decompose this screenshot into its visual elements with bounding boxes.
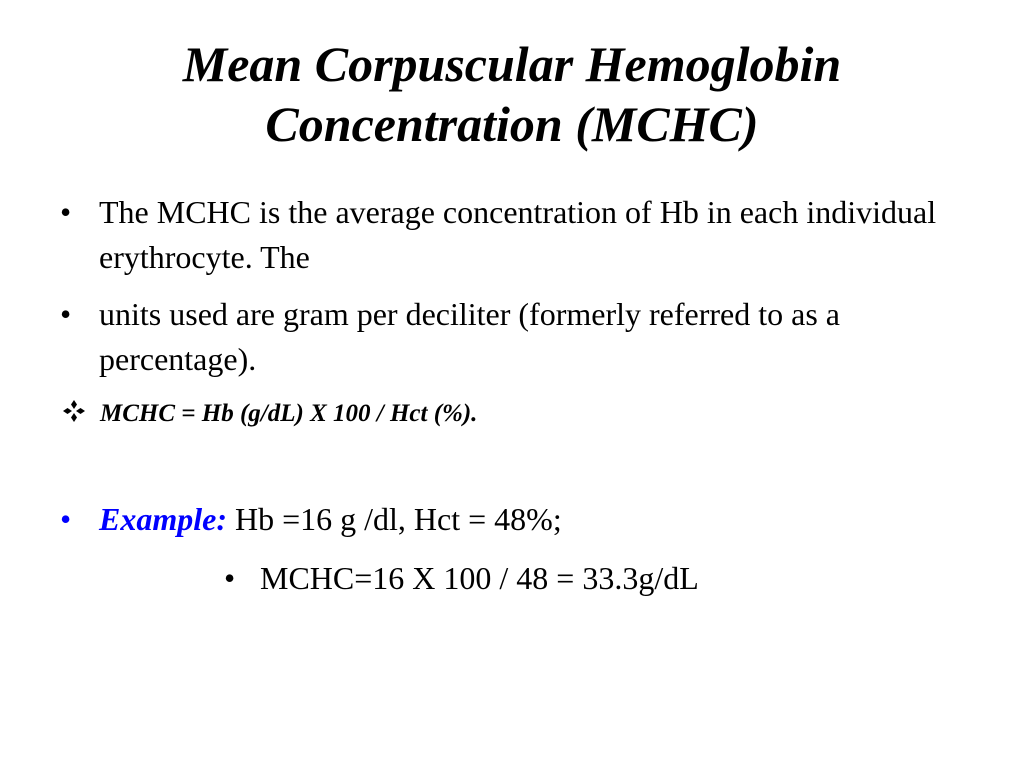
bullet-marker: • xyxy=(60,501,72,537)
example-label: Example: xyxy=(99,501,227,537)
slide-title-line-1: Mean Corpuscular Hemoglobin xyxy=(182,36,842,92)
slide-title xyxy=(0,34,1024,154)
bullet-item-units xyxy=(60,292,960,382)
sub-bullet-item-calculation xyxy=(224,556,924,601)
example-line xyxy=(99,497,960,542)
example-text: Hb =16 g /dl, Hct = 48%; xyxy=(226,501,562,537)
calculation-text: MCHC=16 X 100 / 48 = 33.3g/dL xyxy=(260,560,699,596)
bullet-marker: • xyxy=(60,296,72,332)
diamond-bullet-icon xyxy=(62,399,86,423)
bullet-marker: • xyxy=(224,560,236,596)
bullet-item-definition xyxy=(60,190,960,280)
bullet-item-example xyxy=(60,497,960,542)
slide-title-line-2: Concentration (MCHC) xyxy=(265,96,759,152)
bullet-text: The MCHC is the average concentration of Hb in each individual erythrocyte. The xyxy=(99,194,937,275)
bullet-text: units used are gram per deciliter (formerly referred to as a percentage). xyxy=(99,296,840,377)
formula-item xyxy=(60,397,960,431)
bullet-marker: • xyxy=(60,194,72,230)
formula-text: MCHC = Hb (g/dL) X 100 / Hct (%). xyxy=(100,400,478,427)
